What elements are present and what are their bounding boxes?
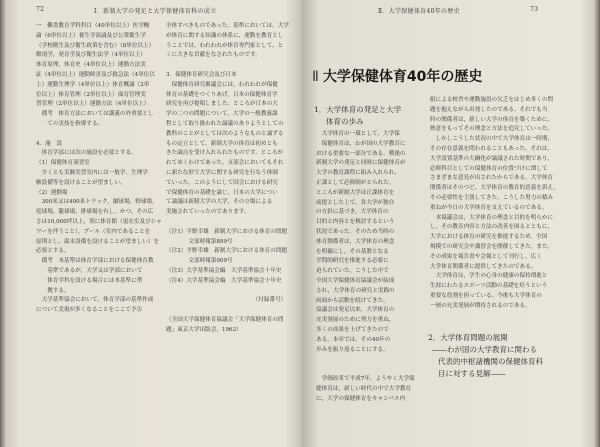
text-line: [166, 218, 292, 228]
text-line: くに大きな貢献をなされたものです。: [166, 52, 261, 59]
text-line: ところが新制大学は正課体育を: [316, 189, 395, 196]
text-line: （注2）平野幸雄 新制大学における体育の問題: [166, 248, 288, 255]
text-line: 両面から活動を続けてきた。: [316, 297, 389, 304]
section-1-heading-line: 体育の歩み: [326, 117, 364, 126]
right-column-1: [316, 130, 420, 404]
text-line: に新たな形で大学に関する研究を行なう体制: [166, 169, 278, 176]
section-1-heading: [314, 104, 401, 128]
text-line: 状況であった。そのため当時の: [316, 228, 395, 235]
text-line: さまざまな意見が出されたからである。大学体育: [430, 175, 554, 182]
text-line: 必修科目としての保健体育の位置づけに関して: [430, 165, 548, 172]
text-line: ての実技を指導する。: [36, 120, 104, 127]
text-line: し，その教育内容と方法の改善を図るとともに，: [430, 224, 554, 231]
section-2-heading-line: 代表的中枢諸機関の保健体育科: [438, 357, 543, 366]
text-line: 少くとも実験実習室内には一般学，生理学: [36, 169, 148, 176]
text-line: 保健体育は，わが国の大学教育に: [316, 140, 406, 147]
text-line: 大学体育関係者に提供してきたのである。: [430, 263, 537, 270]
text-line: （注3）大学基準協会編 大学基準協会十年史: [166, 267, 282, 274]
text-line: 規模での研究会や講習会を開催してきた。また，: [430, 243, 554, 250]
text-line: 研究を再び提唱しました。ところが日本の大: [166, 101, 278, 108]
text-line: （付録番号）: [166, 297, 287, 304]
text-line: 保健体育研究審議会には，われわれが保健: [166, 81, 278, 88]
chapter-heading: [312, 66, 594, 86]
text-line: 基準であるが，大学又は学部において: [36, 267, 143, 274]
text-line: 時の関係者は，新しい大学の体育を築くために，: [430, 116, 554, 123]
text-line: （学校衛生及び衛生政策を含む）（8単位以上）: [36, 42, 155, 49]
text-line: 大学基準協会において，体育学部の基準作成: [36, 297, 154, 304]
text-line: 関係者はそのつど，大学体育の教育的意義を訴え，: [430, 185, 559, 192]
text-line: その必要性を主張してきた。こうした努力の積み: [430, 194, 554, 201]
text-line: 文部時報第909号: [166, 258, 233, 265]
text-line: 程として取り扱われた論議のありようとしての: [166, 120, 284, 127]
section-2-heading-line: 目に対する見解――: [438, 369, 506, 378]
text-line: 習管理（2単位以上）運動方法（4単位以上）: [36, 101, 150, 108]
text-line: 教科のことがとしては次のようなものと論ずる: [166, 130, 284, 137]
text-line: 学制改革で平成7年，ようやく大学保: [316, 375, 415, 382]
left-page-number: 72: [36, 6, 45, 13]
text-line: 位以上）体育管理（2単位以上）保育管理実: [36, 91, 146, 98]
text-line: 正課として必修制がとられた。: [316, 179, 395, 186]
text-line: 体育学部には次の施設を必要とする。: [36, 150, 137, 157]
right-page: [306, 0, 588, 447]
text-line: ワーを伴うこと），プール（室内であることを: [36, 228, 151, 235]
text-line: 原則とし，温水設備を設けることが望ましい）を: [36, 238, 160, 245]
text-line: （全国大学保健体育協議会「大学保健体育の問: [166, 316, 284, 323]
text-line: [316, 365, 420, 375]
text-line: ていった。このようにして国会における研究: [166, 179, 278, 186]
text-line: 論（6単位以上）養生学演論及び公衆衛生学: [36, 32, 146, 39]
chapter-number: Ⅱ: [312, 69, 319, 85]
text-line: の方針に基づき，大学体育の: [316, 209, 389, 216]
text-line: うことでは，われわれが体育専門家として，と: [166, 42, 284, 49]
text-line: （1）保健体育演習室: [36, 160, 90, 167]
text-line: 解剖学，発育学及び衛生法学（4単位以上）: [36, 52, 146, 59]
text-line: 証（4単位以上）運動障害及び救急法（4単位以: [36, 71, 155, 78]
text-line: 体育の基礎をつくりあげ，日本の保健体育学: [166, 91, 278, 98]
left-column-2: [166, 22, 292, 336]
text-line: [36, 130, 162, 140]
text-line: 大学体育の一環として，大学保: [316, 131, 400, 137]
text-line: て論議は新制大学の大学，その立場による: [166, 199, 273, 206]
text-line: 題を抱えながら出発したのである。それでも当: [430, 106, 548, 113]
text-line: 全体すべきものであった。基準においては，大学: [166, 23, 289, 29]
text-line: 文部時報第899号: [166, 238, 233, 245]
text-line: 学の二つの問題について，大学の一般教養課: [166, 111, 278, 118]
text-line: 実施されていったのであります。: [166, 209, 250, 216]
section-2-heading-line: 2．大学体育問題の展開: [428, 333, 508, 342]
text-line: しかしこうした状況の中で大学体育は一時期，: [430, 136, 554, 143]
text-line: 必要とする。: [36, 248, 70, 255]
text-line: 備考 本基準は体育学部における保健体育教: [36, 258, 154, 265]
section-2-heading-line: ――わが国の大学教育に関わる: [432, 345, 537, 354]
text-line: 新制大学の発足と同時に保健体育が: [316, 160, 406, 167]
text-line: （2）運動場: [36, 189, 68, 196]
text-line: を明確にし，その基盤となる: [316, 248, 389, 255]
text-line: 庭球場，籠球場，排球場を有し，かつ，その広: [36, 209, 154, 216]
text-line: その成果を報告書や会報として刊行し，広く: [430, 253, 542, 260]
text-line: （注1）平野幸雄 新制大学における体育の問題: [166, 228, 288, 235]
text-line: 生涯にわたるスポーツ活動の基礎を培うという: [430, 283, 548, 290]
text-line: で保健体育の基礎を論じ，日本の大学につい: [166, 189, 278, 196]
text-line: [430, 312, 582, 322]
section-2-heading: [428, 332, 543, 380]
text-line: 歩みを振り返ることにする。: [316, 346, 389, 353]
chapter-title: 大学保健体育40年の歴史: [322, 69, 483, 85]
text-line: 重要な役割を担っている。今後も大学体育の: [430, 292, 542, 299]
text-line: 大学の教育課程に組み入れられ，: [316, 170, 401, 177]
text-line: 体育学科を設ける場合には本基準に準: [36, 277, 143, 284]
text-line: もの定立として，新制大学の体育は初めとも: [166, 140, 278, 147]
text-line: その存在意義を問われることもあった。それは，: [430, 145, 554, 152]
text-line: おける重要な一部分である。戦後の: [316, 150, 406, 157]
text-line: 4．施 設: [36, 140, 62, 147]
text-line: 健体育は，新しい時代の中で大学教育: [316, 385, 412, 392]
right-page-number: 73: [530, 6, 539, 13]
text-line: [166, 287, 292, 297]
text-line: 備考 体育方法においては講義の外重要とし: [36, 111, 154, 118]
text-line: 体育原理，体育史（4単位以上）運動方法実: [36, 62, 146, 69]
text-line: 目的と内容とを検討するという: [316, 219, 395, 226]
text-line: 験設備等を設けることが望ましい。: [36, 179, 126, 186]
text-line: 多くの成果を上げてきたので: [316, 326, 389, 333]
text-line: 重ねが今日の大学体育を支えているのである。: [430, 204, 548, 211]
text-line: 協議会は発足以来，大学体育の: [316, 307, 395, 314]
left-column-1: [36, 22, 162, 316]
text-line: 学問的研究を推進する必要に: [316, 258, 389, 265]
text-line: 一層の充実発展が期待されるのである。: [430, 302, 531, 309]
text-line: が体育に関する知識の体系に，運動を教育とし: [166, 32, 284, 39]
text-line: 体育関係者は，大学体育の理念: [316, 238, 395, 245]
text-line: れてゆくわけであった。支部会においてもそれ: [166, 160, 284, 167]
text-line: 全国大学保健体育協議会が結成: [316, 277, 395, 284]
text-line: に，大学の保健体育をキャンパス内: [316, 395, 406, 402]
text-line: [430, 321, 582, 331]
text-line: [166, 306, 292, 316]
text-line: 大学設置基準の大綱化が論議された時期であり，: [430, 155, 554, 162]
text-line: 上）運動生理学（4単位以上）体育概論（2単: [36, 81, 150, 88]
text-line: について実現が多くなることをここで予告: [36, 307, 143, 314]
text-line: 題」東京大学出版会，1962）: [166, 326, 242, 333]
text-line: 一 難書教育学科科目（40単位以上）医学概: [36, 23, 150, 29]
section-1-heading-line: 1．大学体育の発足と大学: [314, 105, 402, 114]
text-line: 前提とした上で，各大学が独自: [316, 199, 395, 206]
text-line: 組による校舎や運動施設の欠乏をはじめ多くの問: [430, 97, 554, 103]
text-line: 大学における体育の研究を推進するため，全国: [430, 234, 548, 241]
text-line: 本協議会は，大学体育の理念と目的を明らかに: [430, 214, 554, 221]
text-line: 300米又は400米トラック，蹴球場，野球場，: [36, 199, 158, 206]
text-line: きた論点を受け入れられたものです。ところが: [166, 150, 284, 157]
text-line: 熱意をもってその理念と方法を追究していった。: [430, 126, 554, 133]
text-line: 充実発展のために努力を重ね，: [316, 317, 395, 324]
text-line: さは10,000坪以上，別に体育館（更衣室及びシャ: [36, 218, 162, 225]
text-line: され，大学体育の研究と実践の: [316, 287, 395, 294]
text-line: 大学体育は，学生の心身の健康の保持増進と: [430, 273, 548, 280]
text-line: 拠する。: [36, 287, 70, 294]
right-column-2: [430, 96, 582, 341]
text-line: 迫られていた。こうした中で: [316, 268, 389, 275]
right-running-head: Ⅱ．大学保健体育40年の歴史: [378, 8, 460, 15]
text-line: （注4）大学基準協会編 大学基準協会十年史: [166, 277, 282, 284]
left-running-head: Ⅰ．新制大学の発足と大学保健体育科の成立: [94, 8, 217, 15]
text-line: [316, 355, 420, 365]
left-page: [14, 0, 296, 447]
text-line: 3．保健体育研究会及び日本: [166, 71, 237, 78]
text-line: ある。本章では，その40年の: [316, 336, 391, 343]
text-line: [166, 61, 292, 71]
